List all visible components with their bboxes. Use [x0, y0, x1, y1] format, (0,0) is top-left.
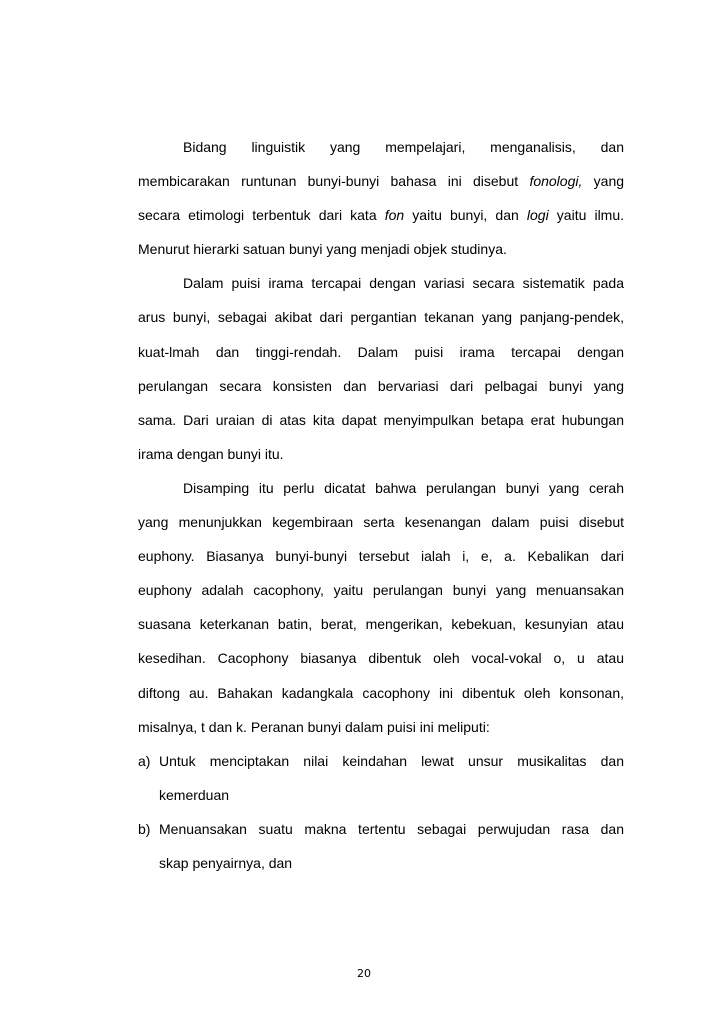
paragraph-1-line-2: membicarakan runtunan bunyi-bunyi bahasa ini disebut fonologi, yang [138, 173, 625, 190]
paragraph-2-line-5: sama. Dari uraian di atas kita dapat menyimpulkan betapa erat hubungan [138, 411, 624, 428]
paragraph-3-line-7: diftong au. Bahakan kadangkala cacophony ini dibentuk oleh konsonan, [138, 684, 624, 701]
list-marker-b: b) [138, 820, 151, 837]
italic-term-logi: logi [526, 207, 549, 224]
paragraph-2-line-2: arus bunyi, sebagai akibat dari pergantian tekanan yang panjang-pendek, [138, 309, 624, 326]
italic-term-fonologi: fonologi, [529, 173, 583, 190]
paragraph-1-line-4: Menurut hierarki satuan bunyi yang menjadi objek studinya. [138, 241, 507, 258]
paragraph-2-line-6: irama dengan bunyi itu. [138, 445, 284, 462]
paragraph-2-line-3: kuat-lmah dan tinggi-rendah. Dalam puisi irama tercapai dengan [138, 343, 624, 360]
paragraph-3-line-1: Disamping itu perlu dicatat bahwa perulangan bunyi yang cerah [183, 479, 624, 496]
paragraph-2-line-4: perulangan secara konsisten dan bervariasi dari pelbagai bunyi yang [138, 377, 624, 394]
body-text [138, 137, 624, 887]
paragraph-3-line-8: misalnya, t dan k. Peranan bunyi dalam puisi ini meliputi: [138, 718, 490, 735]
paragraph-3-line-4: euphony adalah cacophony, yaitu perulangan bunyi yang menuansakan [138, 582, 624, 599]
list-item-a-continuation: kemerduan [159, 786, 230, 803]
paragraph-1-line-1: Bidang linguistik yang mempelajari, menganalisis, dan [183, 139, 624, 155]
paragraph-3-line-2: yang menunjukkan kegembiraan serta kesenangan dalam puisi disebut [138, 514, 624, 531]
paragraph-2-line-1: Dalam puisi irama tercapai dengan variasi secara sistematik pada [183, 275, 624, 292]
list-item-b-continuation: skap penyairnya, dan [159, 854, 293, 871]
list-item-b: b) Menuansakan suatu makna tertentu sebagai perwujudan rasa dan [138, 820, 624, 837]
paragraph-1-line-3: secara etimologi terbentuk dari kata fon yaitu bunyi, dan logi yaitu ilmu. [138, 207, 625, 224]
list-marker-a: a) [138, 752, 151, 769]
list-item-a: a) Untuk menciptakan nilai keindahan lewat unsur musikalitas dan [138, 752, 624, 769]
italic-term-fon: fon [384, 207, 405, 224]
paragraph-3-line-3: euphony. Biasanya bunyi-bunyi tersebut ialah i, e, a. Kebalikan dari [138, 548, 624, 565]
paragraph-3-line-5: suasana keterkanan batin, berat, mengerikan, kebekuan, kesunyian atau [138, 616, 624, 633]
paragraph-3-line-6: kesedihan. Cacophony biasanya dibentuk oleh vocal-vokal o, u atau [138, 650, 624, 667]
page-number: 20 [357, 967, 371, 980]
